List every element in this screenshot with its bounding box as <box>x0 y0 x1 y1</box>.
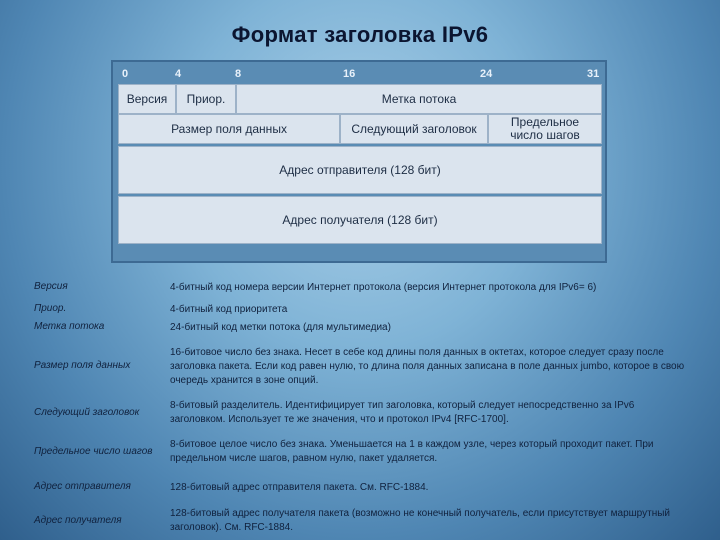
desc-text: 4-битный код номера версии Интернет протокола (версия Интернет протокола для IPv6= 6) <box>170 282 597 293</box>
desc-term: Метка потока <box>34 321 105 332</box>
page-title: Формат заголовка IPv6 <box>231 22 489 47</box>
desc-term: Предельное число шагов <box>34 446 153 457</box>
ipv6-header-diagram <box>111 60 607 263</box>
bit-16-label: 16 <box>343 68 356 80</box>
bit-8-label: 8 <box>235 68 242 80</box>
desc-text: 8-битовый разделитель. Идентифицирует тип заголовка, который следует непосредственно за IPv6 заголовком. Использует те же значения, что и протокол IPv4 [RFC-1700]. <box>170 400 635 425</box>
field-flow-label: Метка потока <box>236 84 602 114</box>
desc-text: 16-битовое число без знака. Несет в себе код длины поля данных в октетах, которое следует сразу после заголовка пакета. Если код равен нулю, то длина поля данных записана в поле данных jumbo, которое в свою очередь хранится в зоне опций. <box>170 347 685 386</box>
field-destination-address: Адрес получателя (128 бит) <box>118 196 602 244</box>
desc-term: Следующий заголовок <box>34 407 140 418</box>
desc-text: 128-битовый адрес отправителя пакета. См. RFC-1884. <box>170 482 429 493</box>
desc-text: 4-битный код приоритета <box>170 304 288 315</box>
field-source-address: Адрес отправителя (128 бит) <box>118 146 602 194</box>
bit-24-label: 24 <box>480 68 493 80</box>
field-hop-limit: Предельное число шагов <box>488 114 602 144</box>
desc-term: Версия <box>34 281 68 292</box>
bit-31-label: 31 <box>587 68 600 80</box>
desc-text: 128-битовый адрес получателя пакета (возможно не конечный получатель, если присутствует маршрутный заголовок). См. RFC-1884. <box>170 508 671 533</box>
field-payload-length: Размер поля данных <box>118 114 340 144</box>
desc-text: 24-битный код метки потока (для мультимедиа) <box>170 322 391 333</box>
field-next-header: Следующий заголовок <box>340 114 488 144</box>
desc-term: Адрес получателя <box>34 515 122 526</box>
desc-term: Приор. <box>34 303 67 314</box>
desc-text: 8-битовое целое число без знака. Уменьшается на 1 в каждом узле, через который проходит пакет. При предельном числе шагов, равном нулю, пакет удаляется. <box>170 439 654 464</box>
field-version: Версия <box>118 84 176 114</box>
desc-term: Размер поля данных <box>34 360 131 371</box>
desc-term: Адрес отправителя <box>34 481 131 492</box>
bit-4-label: 4 <box>175 68 182 80</box>
field-priority: Приор. <box>176 84 236 114</box>
bit-0-label: 0 <box>122 68 129 80</box>
